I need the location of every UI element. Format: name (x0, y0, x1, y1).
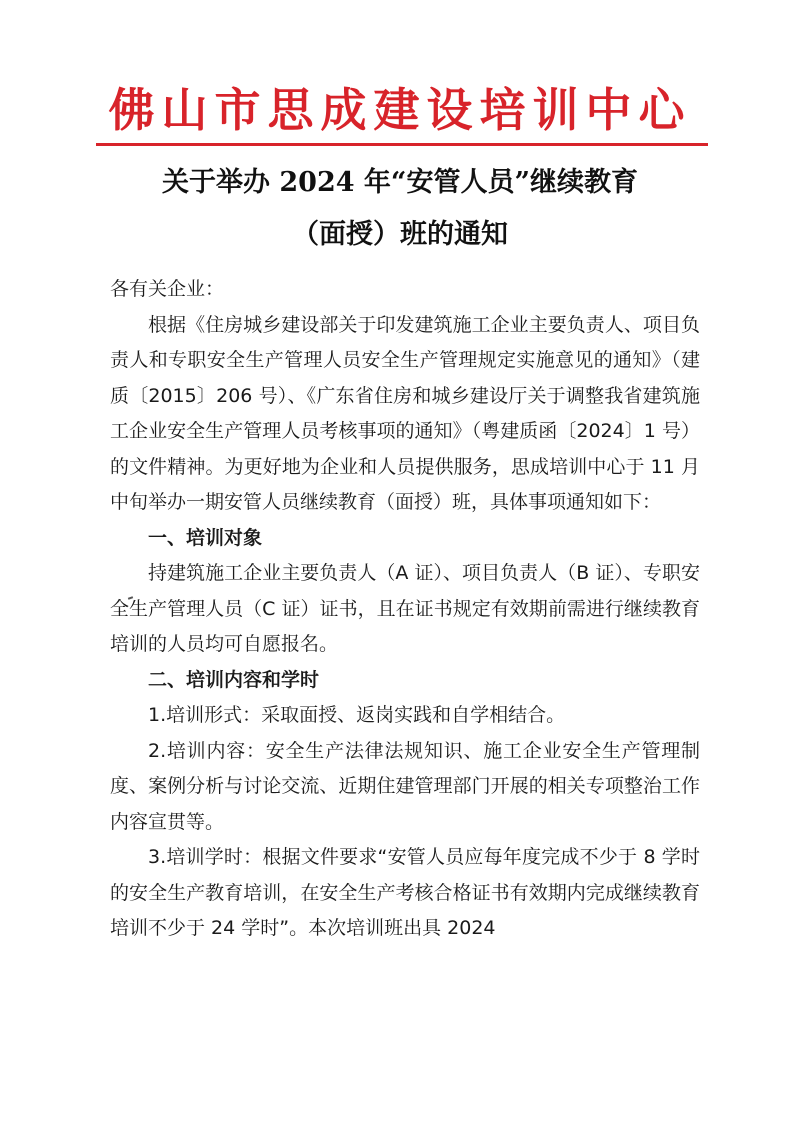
notice-title-line-1: 关于举办 2024 年“安管人员”继续教育 (161, 167, 638, 198)
notice-body (110, 272, 700, 947)
organization-header: 佛山市思成建设培训中心 (108, 83, 692, 137)
section-2-heading: 二、培训内容和学时 (148, 668, 320, 691)
intro-paragraph: 根据《住房城乡建设部关于印发建筑施工企业主要负责人、项目负责人和专职安全生产管理人员安全生产管理规定实施意见的通知》（建质〔2015〕206 号）、《广东省住房和城乡建设厅关于调整我省建筑施工企业安全生产管理人员考核事项的通知》（粤建质函〔2024〕1 号）的文件精神。为更好地为企业和人员提供服务，思成培训中心于 11 月中旬举办一期安管人员继续教育（面授）班，具体事项通知如下： (110, 313, 700, 513)
header-red-rule (96, 143, 708, 146)
salutation: 各有关企业： (110, 278, 225, 300)
training-format-item: 1.培训形式：采取面授、返岗实践和自学相结合。 (148, 704, 566, 726)
notice-title-line-2: （面授）班的通知 (292, 219, 508, 250)
section-1-heading: 一、培训对象 (148, 526, 263, 549)
training-hours-item: 3.培训学时：根据文件要求“安管人员应每年度完成不少于 8 学时的安全生产教育培训，在安全生产考核合格证书有效期内完成继续教育培训不少于 24 学时”。本次培训班出具 2024 (110, 846, 700, 939)
section-1-text: 持建筑施工企业主要负责人（A 证）、项目负责人（B 证）、专职安全生产管理人员（C 证）证书，且在证书规定有效期前需进行继续教育培训的人员均可自愿报名。 (110, 562, 700, 655)
training-content-item: 2.培训内容：安全生产法律法规知识、施工企业安全生产管理制度、案例分析与讨论交流、近期住建管理部门开展的相关专项整治工作内容宣贯等。 (110, 739, 700, 833)
